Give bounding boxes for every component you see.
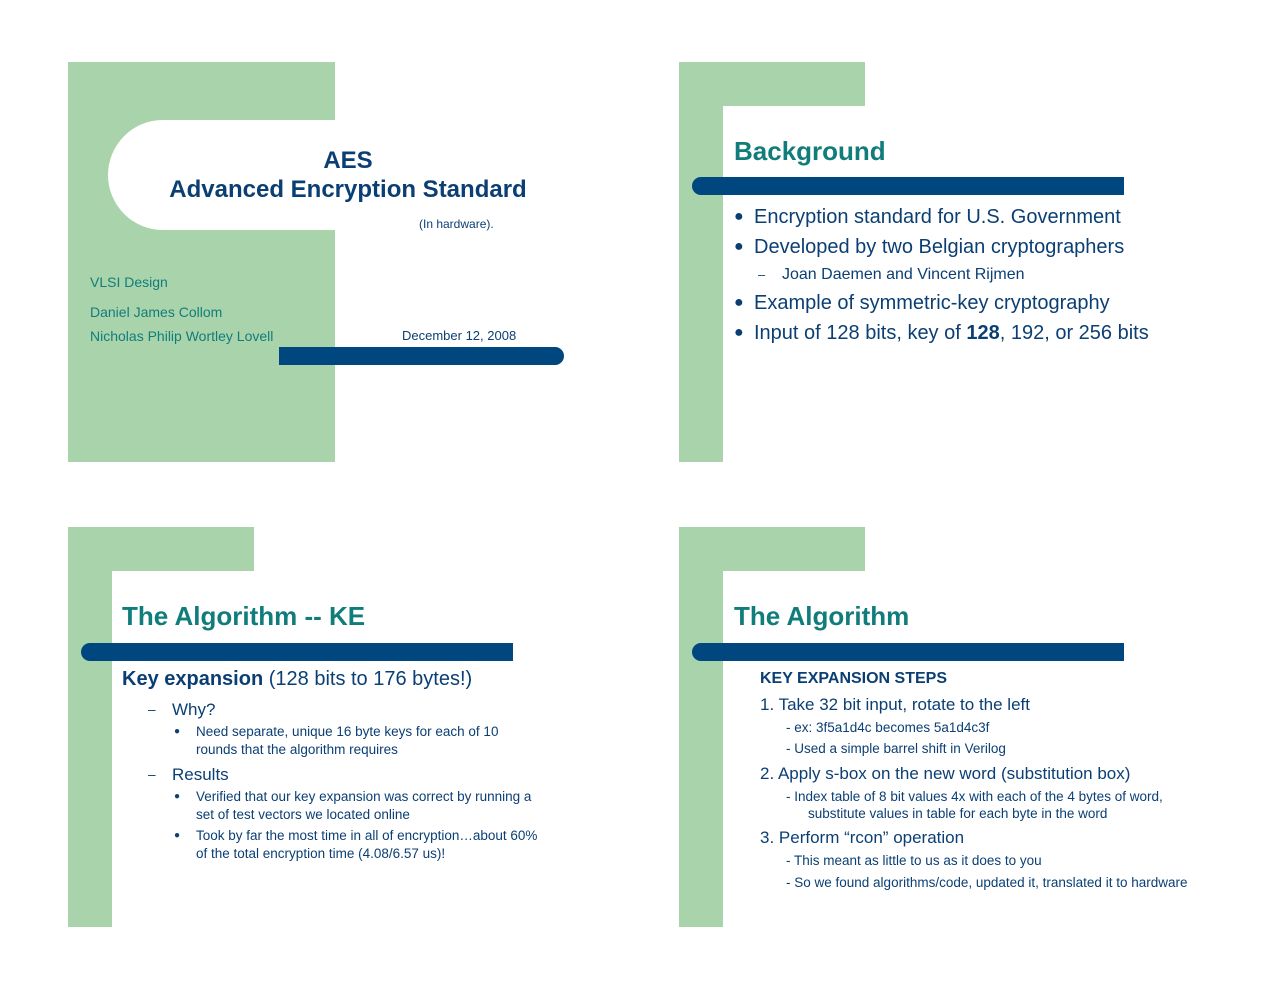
author-1: Daniel James Collom [90, 304, 223, 320]
accent-bar [279, 347, 564, 365]
step-3-detail: - So we found algorithms/code, updated it, translated it to hardware [786, 875, 1188, 890]
slide-title [68, 62, 528, 462]
slide-algorithm [679, 527, 1188, 927]
steps-heading: KEY EXPANSION STEPS [760, 670, 948, 687]
bullet-item: ● Encryption standard for U.S. Government [734, 202, 1149, 232]
result-item: ● Took by far the most time in all of encryption…about 60% of the total encryption time (4.08/6.57 us)! [174, 827, 542, 863]
why-item: ● Need separate, unique 16 byte keys for each of 10 rounds that the algorithm requires [174, 723, 514, 759]
result-item: ● Verified that our key expansion was correct by running a set of test vectors we located online [174, 788, 542, 824]
bullet-list [734, 202, 1149, 348]
step-3: 3. Perform “rcon” operation [760, 828, 965, 847]
slide-heading: The Algorithm -- KE [122, 601, 366, 631]
sub-heading-results: – Results [148, 764, 548, 786]
author-2: Nicholas Philip Wortley Lovell [90, 328, 274, 344]
step-1-detail: - Used a simple barrel shift in Verilog [786, 741, 1006, 756]
slide-algorithm-ke [68, 527, 538, 927]
slide-background [679, 62, 1149, 462]
slide-heading: The Algorithm [734, 601, 910, 631]
heading-bold: Key expansion [122, 668, 264, 690]
bullet-bold-text: 128 [966, 322, 1000, 344]
course-name: VLSI Design [90, 274, 168, 290]
title-bar [692, 643, 1124, 661]
green-left-band [679, 62, 723, 462]
sub-heading-why: – Why? [148, 699, 548, 721]
date: December 12, 2008 [402, 328, 517, 343]
bullet-item: ● Developed by two Belgian cryptographers [734, 232, 1149, 262]
step-1-detail: - ex: 3f5a1d4c becomes 5a1d4c3f [786, 720, 990, 735]
bullet-item [734, 318, 1149, 348]
bullet-text: Input of 128 bits, key of [754, 322, 967, 344]
title-bar [81, 643, 513, 661]
detail-list [148, 699, 548, 863]
step-2-detail: - Index table of 8 bit values 4x with each of the 4 bytes of word, substitute values in table for each byte in the word [786, 789, 1163, 821]
slide-heading: Background [734, 136, 886, 166]
title-bar [692, 177, 1124, 195]
section-heading [122, 668, 472, 691]
subtitle: (In hardware). [419, 217, 494, 231]
bullet-text: , 192, or 256 bits [999, 322, 1149, 344]
step-2: 2. Apply s-box on the new word (substitution box) [760, 764, 1131, 783]
green-left-band [679, 527, 723, 927]
slide-title-text [108, 146, 588, 204]
green-left-band [68, 527, 112, 927]
heading-rest: (128 bits to 176 bytes!) [263, 668, 473, 690]
title-line-2: Advanced Encryption Standard [169, 176, 527, 203]
step-3-detail: - This meant as little to us as it does to you [786, 853, 1042, 868]
bullet-item: ● Example of symmetric-key cryptography [734, 288, 1149, 318]
step-1: 1. Take 32 bit input, rotate to the left [760, 695, 1030, 714]
title-line-1: AES [323, 147, 373, 174]
sub-bullet-item: – Joan Daemen and Vincent Rijmen [758, 262, 1149, 288]
